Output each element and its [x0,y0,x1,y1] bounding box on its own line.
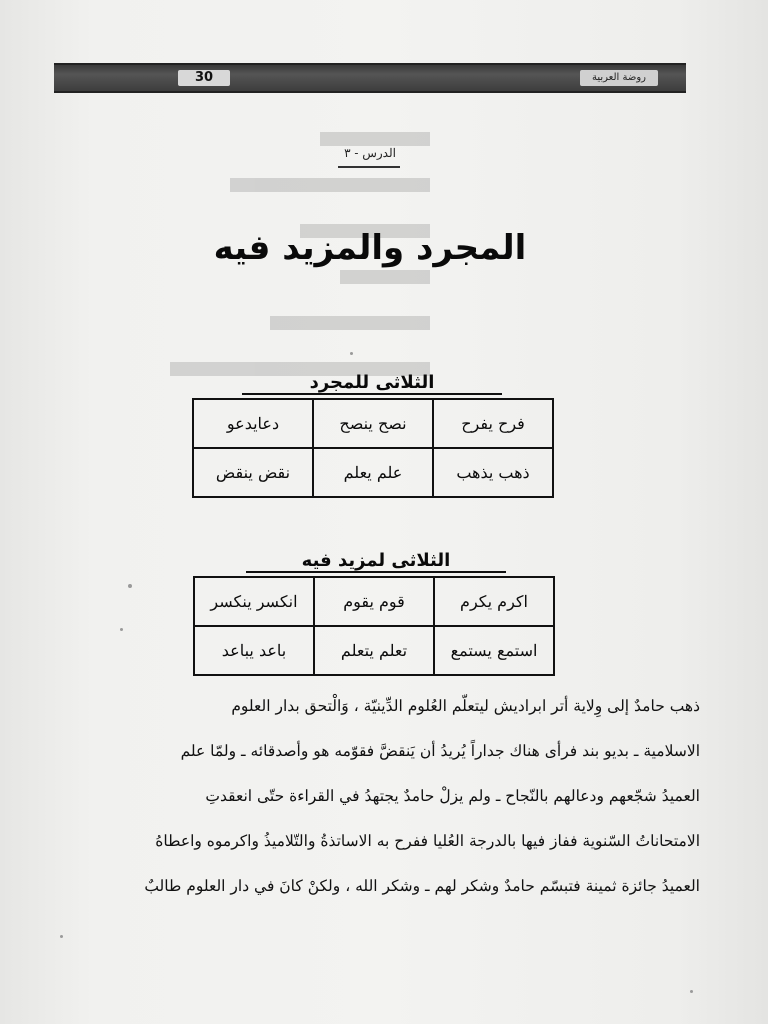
lesson-label: الدرس - ٣ [344,146,396,160]
story-paragraph [60,684,700,909]
table-cell: نقض ينقض [193,448,313,497]
scan-speck [128,584,132,588]
paragraph-line: العميدُ شجّعهم ودعالهم بالنّجاح ـ ولم يزلْ حامدٌ يجتهدُ في القراءة حتّى انعقدتِ [205,787,700,805]
section-title-mazeed [246,550,506,571]
book-title: روضة العربية [580,70,658,86]
section-title-mujarrad [242,372,502,393]
table-cell: اكرم يكرم [434,577,554,626]
scan-speck [690,990,693,993]
table-cell: تعلم يتعلم [314,626,434,675]
lesson-underline [338,166,400,168]
section-title-text: الثلاثى للمجرد [309,372,435,393]
table-cell: قوم يقوم [314,577,434,626]
header-bar [54,63,686,93]
table-cell: ذهب يذهب [433,448,553,497]
table-cell: دعايدعو [193,399,313,448]
scan-speck [120,628,123,631]
table-mujarrad [192,398,554,498]
section-title-text: الثلاثى لمزيد فيه [301,550,451,571]
table-row [193,399,553,448]
table-mazeed [193,576,555,676]
table-cell: انكسر ينكسر [194,577,314,626]
paragraph-line: الامتحاناتُ السّنوية ففاز فيها بالدرجة العُليا ففرح به الاساتذةُ والتّلاميذُ واكرموه واعطاهُ [155,832,700,850]
table-cell: فرح يفرح [433,399,553,448]
section-title-underline [242,393,502,395]
scan-speck [60,935,63,938]
section-title-underline [246,571,506,573]
paragraph-line: ذهب حامدٌ إلى وِلاية أتر ابراديش ليتعلّم العُلوم الدِّينيّة ، وَالْتحق بدار العلوم [231,697,700,715]
table-row [193,448,553,497]
table-cell: باعد يباعد [194,626,314,675]
table-row [194,577,554,626]
paragraph-line: الاسلامية ـ بديو بند فرأى هناك جداراً يُريدُ أن يَنقضَّ فقوّمه هو وأصدقائه ـ ولمّا علم [180,742,700,760]
table-cell: نصح ينصح [313,399,433,448]
table-row [194,626,554,675]
page-title: المجرد والمزيد فيه [213,228,527,268]
table-cell: استمع يستمع [434,626,554,675]
page-number: 30 [178,70,230,86]
paragraph-line: العميدُ جائزة ثمينة فتبسّم حامدٌ وشكر لهم ـ وشكر الله ، ولكنْ كانَ في دار العلوم طالبٌ [144,877,700,895]
table-cell: علم يعلم [313,448,433,497]
